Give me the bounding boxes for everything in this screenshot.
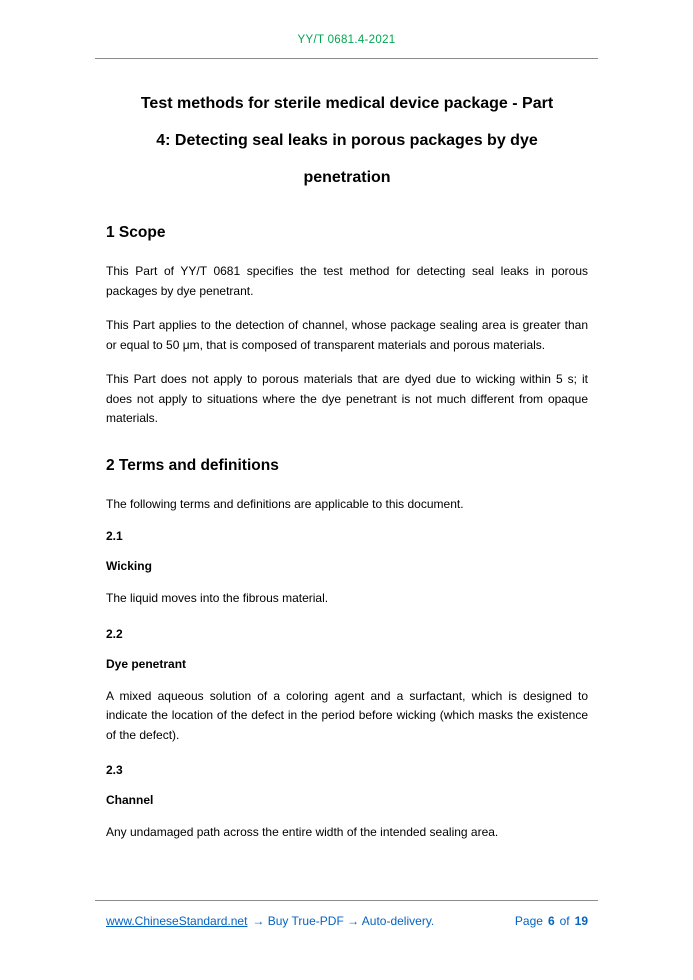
term-number: 2.1 — [106, 529, 123, 543]
terms-intro: The following terms and definitions are applicable to this document. — [106, 496, 464, 511]
page-indicator — [515, 914, 588, 928]
title-line-1: Test methods for sterile medical device package - Part — [140, 95, 554, 112]
page-content — [0, 59, 693, 843]
term-number: 2.2 — [106, 626, 123, 641]
title-line-2: 4: Detecting seal leaks in porous packages by dye — [156, 132, 538, 149]
term-item-2-3 — [106, 763, 588, 843]
term-item-2-2 — [106, 627, 588, 746]
term-name: Wicking — [106, 559, 152, 573]
footer-left — [106, 914, 434, 928]
section-terms-heading: 2 Terms and definitions — [106, 456, 279, 474]
footer-row — [0, 901, 693, 928]
term-name: Channel — [106, 793, 154, 807]
scope-paragraph-1: This Part of YY/T 0681 specifies the test method for detecting seal leaks in porous packages by dye penetrant. — [106, 264, 588, 298]
footer-tagline: → Buy True-PDF → Auto-delivery. — [252, 914, 435, 928]
term-definition: A mixed aqueous solution of a coloring agent and a surfactant, which is designed to indicate the location of the defect in the period before wicking (which masks the existence of the defect). — [106, 688, 588, 742]
page-number: 6 — [547, 914, 555, 928]
term-number: 2.3 — [106, 763, 123, 777]
page-label: Page — [514, 914, 543, 928]
scope-paragraph-2: This Part applies to the detection of channel, whose package sealing area is greater than or equal to 50 μm, that is composed of transparent materials and porous materials. — [106, 318, 588, 352]
scope-paragraph-3: This Part does not apply to porous materials that are dyed due to wicking within 5 s; it does not apply to situations where the dye penetrant is not much different from opaque materials. — [106, 372, 588, 425]
total-pages: 19 — [574, 914, 588, 928]
term-definition: Any undamaged path across the entire width of the intended sealing area. — [106, 825, 499, 839]
page-footer — [0, 900, 693, 980]
term-definition: The liquid moves into the fibrous material. — [106, 591, 329, 605]
document-title — [106, 85, 588, 196]
chinesestandard-link[interactable]: www.ChineseStandard.net — [106, 914, 248, 928]
title-line-3: penetration — [303, 169, 391, 186]
term-item-2-1 — [106, 529, 588, 609]
of-label: of — [559, 914, 570, 928]
term-name: Dye penetrant — [106, 656, 187, 671]
page-header — [0, 0, 693, 59]
section-scope-heading: 1 Scope — [106, 224, 166, 241]
doc-number: YY/T 0681.4-2021 — [297, 34, 396, 46]
